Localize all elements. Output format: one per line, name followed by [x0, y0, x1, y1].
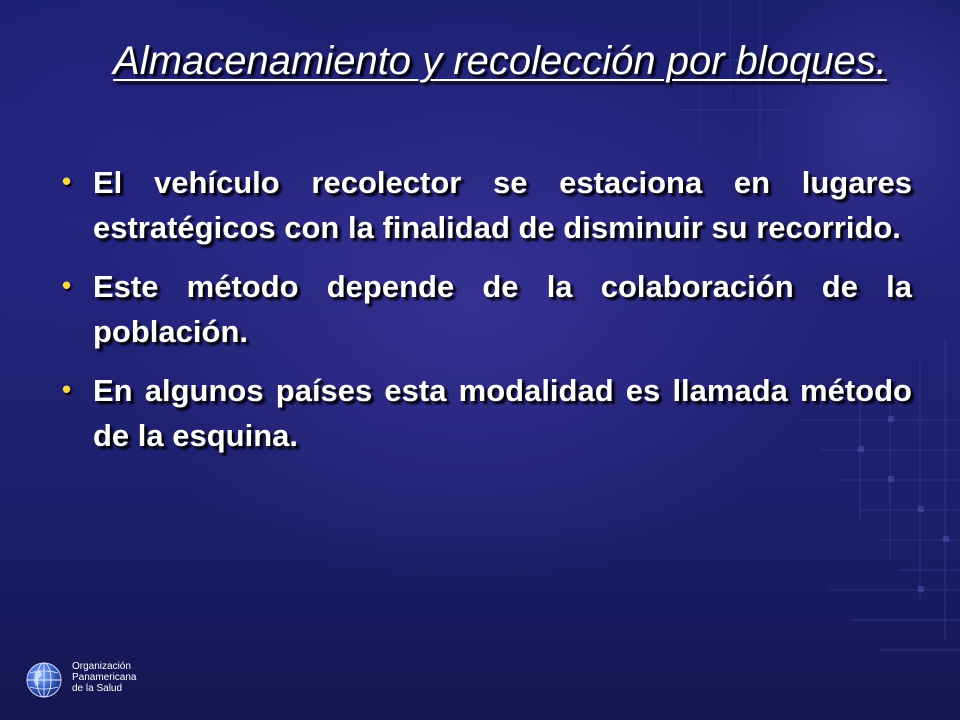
bullet-text: El vehículo recolector se estaciona en lugares estratégicos con la finalidad de disminuir su recorrido. [93, 165, 912, 245]
bullet-icon: • [62, 166, 72, 196]
organization-name-line: de la Salud [72, 683, 123, 694]
bullet-icon: • [62, 374, 72, 404]
bullet-text: Este método depende de la colaboración de la población. [93, 269, 912, 349]
bullet-item [60, 264, 912, 354]
organization-logo [24, 660, 204, 700]
slide-title: Almacenamiento y recolección por bloques. [113, 39, 887, 83]
organization-name-line: Panamericana [72, 672, 137, 683]
bullet-item [60, 160, 912, 250]
organization-name-line: Organización [72, 661, 131, 672]
bullet-text: En algunos países esta modalidad es llamada método de la esquina. [93, 373, 912, 453]
bullet-icon: • [62, 270, 72, 300]
bullet-item [60, 368, 912, 458]
bullet-list [60, 160, 912, 472]
organization-name [72, 661, 136, 694]
globe-icon [24, 660, 64, 700]
